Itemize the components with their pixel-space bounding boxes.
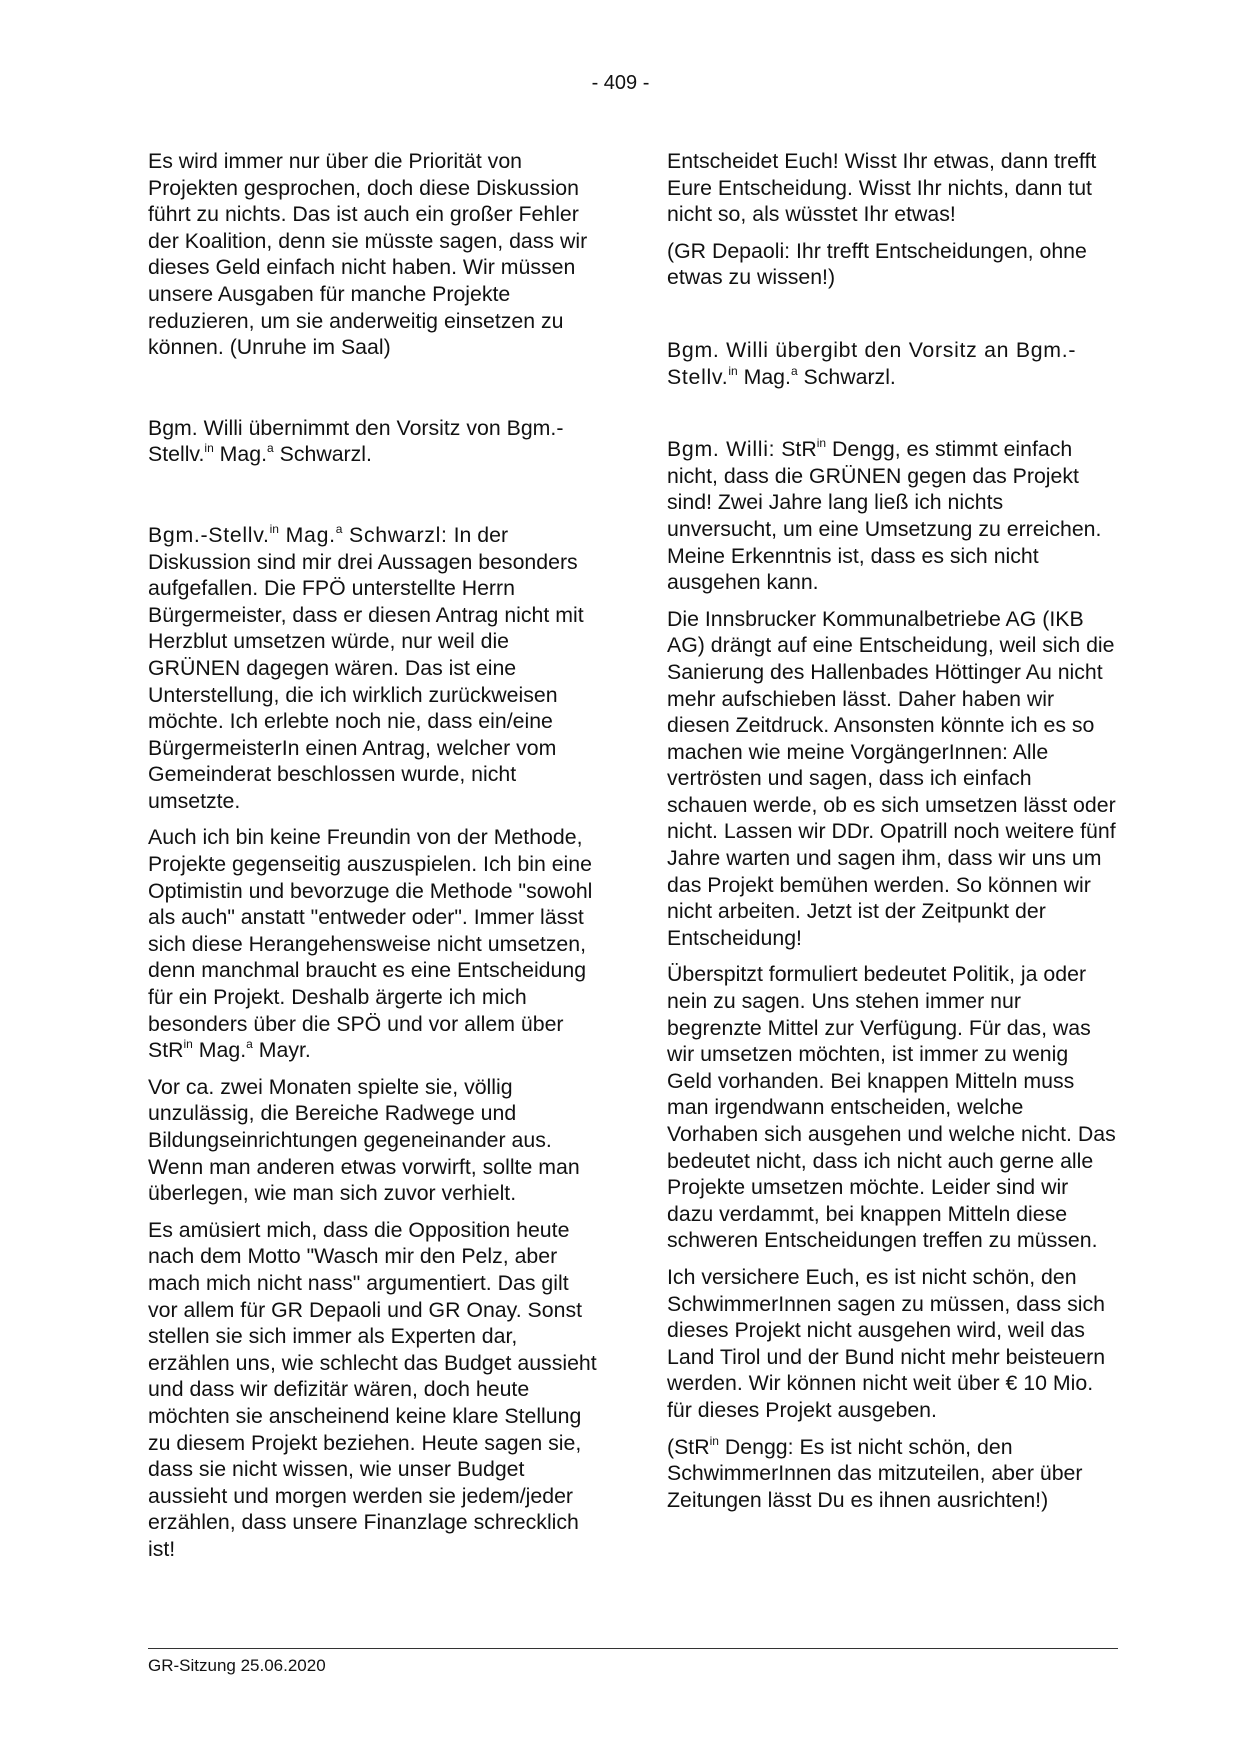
superscript: a — [790, 363, 798, 378]
superscript: in — [816, 436, 827, 451]
superscript: in — [183, 1037, 193, 1052]
speaker-name: Mag. — [278, 522, 336, 547]
note-text: Mag. — [213, 442, 268, 467]
procedural-note-chair-handover — [667, 337, 1117, 390]
note-text: Mag. — [737, 364, 791, 389]
superscript: a — [267, 441, 274, 456]
interjection-text: Dengg: Es ist nicht schön, den SchwimmerInnen das mitzuteilen, aber über Zeitungen lässt Du es ihnen ausrichten!) — [667, 1434, 1083, 1512]
interjection-text: (StR — [667, 1434, 710, 1459]
procedural-note-chair-takeover — [148, 415, 598, 468]
paragraph-schwimmer: Ich versichere Euch, es ist nicht schön, den SchwimmerInnen sagen zu müssen, dass sich dieses Projekt nicht ausgehen wird, weil das Land Tirol und der Bund nicht mehr beisteuern werden. Wir können nicht weit über € 10 Mio. für dieses Projekt ausgeben. — [667, 1264, 1106, 1422]
left-column — [148, 148, 598, 1573]
speech-text: In der Diskussion sind mir drei Aussagen besonders aufgefallen. Die FPÖ unterstellte Herrn Bürgermeister, dass er diesen Antrag nicht mit Herzblut umsetzen würde, nur weil die GRÜNEN dagegen wären. Das ist eine Unterstellung, die ich wirklich zurückweisen möchte. Ich erlebte noch nie, dass ein/eine BürgermeisterIn einen Antrag, welcher vom Gemeinderat beschlossen wurde, nicht umsetzte. — [148, 522, 584, 813]
paragraph-politik: Überspitzt formuliert bedeutet Politik, ja oder nein zu sagen. Uns stehen immer nur begrenzte Mittel zur Verfügung. Für das, was wir umsetzen möchten, ist immer zu wenig Geld vorhanden. Bei knappen Mitteln muss man irgendwann entscheiden, welche Vorhaben sich ausgehen und welche nicht. Das bedeutet nicht, dass ich nicht auch gerne alle Projekte umsetzen möchte. Leider sind wir dazu verdammt, bei knappen Mitteln diese schweren Entscheidungen treffen zu müssen. — [667, 962, 1116, 1253]
superscript: in — [709, 1433, 719, 1448]
speaker-name: Bgm.-Stellv. — [148, 522, 270, 547]
footer-divider — [148, 1648, 1118, 1649]
paragraph-text: Auch ich bin keine Freundin von der Methode, Projekte gegenseitig auszuspielen. Ich bin eine Optimistin und bevorzuge die Methode "sowohl als auch" anstatt "entweder oder". Immer lässt sich diese Herangehensweise nicht umsetzen, denn manchmal braucht es eine Entscheidung für ein Projekt. Deshalb ärgerte ich mich besonders über die SPÖ und vor allem über StR — [148, 825, 593, 1063]
right-column — [667, 148, 1117, 1523]
speech-text: Dengg, es stimmt einfach nicht, dass die GRÜNEN gegen das Projekt sind! Zwei Jahre lang ließ ich nichts unversucht, um eine Umsetzung zu erreichen. Meine Erkenntnis ist, dass es sich nicht ausgehen kann. — [667, 437, 1102, 595]
superscript: a — [246, 1037, 253, 1052]
superscript: in — [269, 521, 279, 536]
paragraph-radwege: Vor ca. zwei Monaten spielte sie, völlig unzulässig, die Bereiche Radwege und Bildungseinrichtungen gegeneinander aus. Wenn man anderen etwas vorwirft, sollte man überlegen, wie man sich zuvor verhielt. — [148, 1074, 580, 1206]
paragraph-methode — [148, 824, 598, 1063]
superscript: in — [728, 363, 738, 378]
paragraph-ikb: Die Innsbrucker Kommunalbetriebe AG (IKB AG) drängt auf eine Entscheidung, weil sich die Sanierung des Hallenbades Höttinger Au nicht mehr aufschieben lässt. Daher haben wir diesen Zeitdruck. Ansonsten könnte ich es so machen wie meine VorgängerInnen: Alle vertrösten und sagen, dass ich einfach schauen werde, ob es sich umsetzen lässt oder nicht. Lassen wir DDr. Opatrill noch weitere fünf Jahre warten und sagen ihm, dass wir uns um das Projekt bemühen werden. So können wir nicht arbeiten. Jetzt ist der Zeitpunkt der Entscheidung! — [667, 606, 1116, 950]
note-text: Schwarzl. — [273, 442, 372, 467]
interjection-dengg — [667, 1434, 1117, 1514]
note-text: Bgm. Willi übernimmt den Vorsitz von Bgm.-Stellv. — [148, 415, 564, 467]
speech-schwarzl — [148, 522, 598, 815]
note-text: Bgm. Willi übergibt den Vorsitz an Bgm.-Stellv. — [667, 337, 1077, 389]
paragraph-text: Mayr. — [252, 1038, 311, 1063]
paragraph-priority: Es wird immer nur über die Priorität von Projekten gesprochen, doch diese Diskussion führt zu nichts. Das ist auch ein großer Fehler der Koalition, denn sie müsste sagen, dass wir dieses Geld einfach nicht haben. Wir müssen unsere Ausgaben für manche Projekte reduzieren, um sie anderweitig einsetzen zu können. (Unruhe im Saal) — [148, 149, 588, 360]
paragraph-opposition: Es amüsiert mich, dass die Opposition heute nach dem Motto "Wasch mir den Pelz, aber mach mich nicht nass" argumentiert. Das gilt vor allem für GR Depaoli und GR Onay. Sonst stellen sie sich immer als Experten dar, erzählen uns, wie schlecht das Budget aussieht und dass wir defizitär wären, doch heute möchten sie anscheinend keine klare Stellung zu diesem Projekt beziehen. Heute sagen sie, dass sie nicht wissen, wie unser Budget aussieht und morgen werden sie jedem/jeder erzählen, dass unsere Finanzlage schrecklich ist! — [148, 1217, 597, 1561]
speaker-name: Schwarzl: — [342, 522, 448, 547]
interjection-depaoli: (GR Depaoli: Ihr trefft Entscheidungen, ohne etwas zu wissen!) — [667, 238, 1087, 290]
page-number: - 409 - — [591, 72, 650, 94]
speech-willi — [667, 436, 1117, 596]
speaker-name: Bgm. Willi: — [667, 437, 776, 462]
speech-text: StR — [775, 437, 817, 462]
superscript: in — [204, 441, 214, 456]
paragraph-entscheidet: Entscheidet Euch! Wisst Ihr etwas, dann trefft Eure Entscheidung. Wisst Ihr nichts, dann tut nicht so, als wüsstet Ihr etwas! — [667, 149, 1097, 227]
paragraph-text: Mag. — [192, 1038, 247, 1063]
note-text: Schwarzl. — [797, 364, 896, 389]
footer-session-date: GR-Sitzung 25.06.2020 — [148, 1656, 326, 1675]
superscript: a — [335, 521, 343, 536]
